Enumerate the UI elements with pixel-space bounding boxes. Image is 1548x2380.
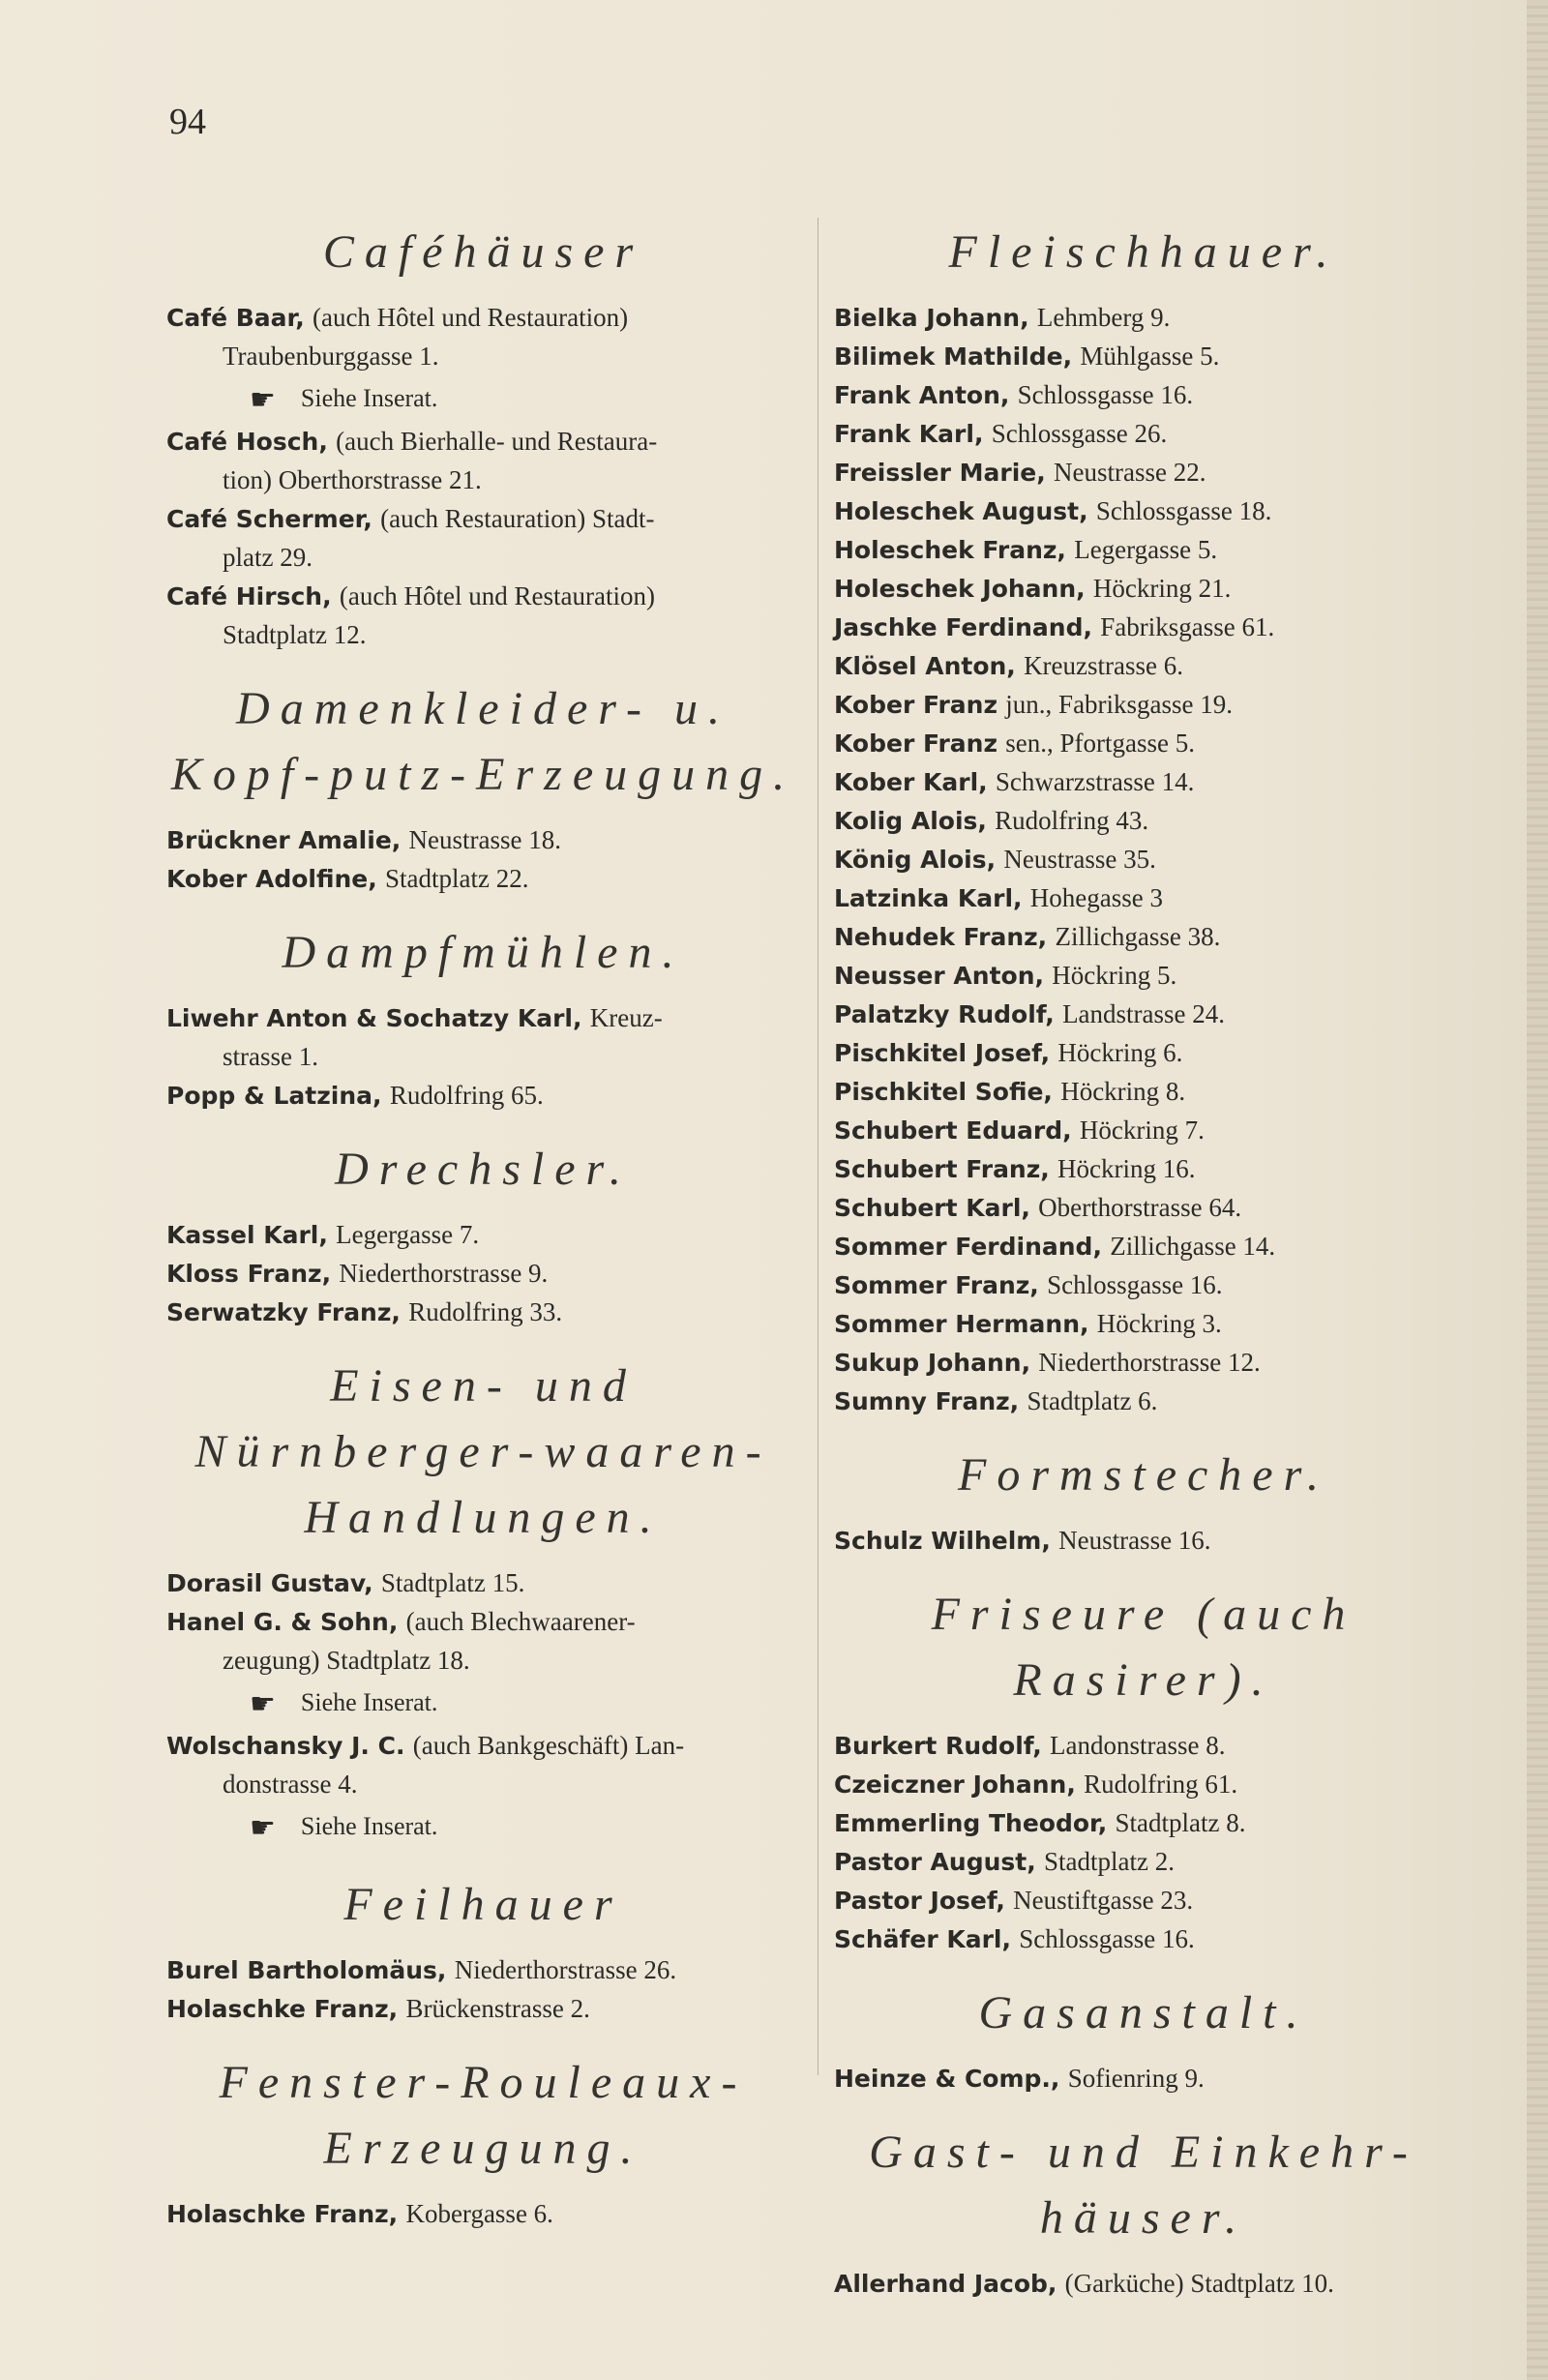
entry-name: Kober Adolfine, <box>166 865 377 894</box>
note-text: Siehe Inserat. <box>300 1688 438 1717</box>
directory-entry <box>834 531 1453 570</box>
entry-name: Holeschek Johann, <box>834 575 1086 603</box>
entry-name: Schulz Wilhelm, <box>834 1527 1051 1555</box>
entry-name: Frank Anton, <box>834 381 1010 409</box>
entry-address: Legergasse 5. <box>1074 535 1218 564</box>
entry-name: Sommer Ferdinand, <box>834 1233 1102 1261</box>
section-heading: Caféhäuser <box>322 226 644 278</box>
directory-entry <box>166 2195 800 2234</box>
entry-name: Klösel Anton, <box>834 652 1016 680</box>
section-heading: Damenkleider- u. Kopf-putz-Erzeugung. <box>170 683 796 801</box>
directory-entry <box>834 725 1453 763</box>
directory-entry <box>834 1228 1453 1266</box>
pointing-hand-icon: ☛ <box>250 384 276 417</box>
entry-name: Allerhand Jacob, <box>834 2270 1057 2298</box>
directory-entry <box>834 1150 1453 1189</box>
entry-name: Pastor Josef, <box>834 1887 1005 1915</box>
pointing-hand-icon: ☛ <box>250 1688 276 1721</box>
entry-name: Café Hirsch, <box>166 582 332 611</box>
entry-address: Fabriksgasse 61. <box>1100 612 1275 641</box>
section-heading: Fleischhauer. <box>948 226 1339 278</box>
section-heading: Dampfmühlen. <box>282 927 685 979</box>
directory-entry <box>834 1344 1453 1383</box>
directory-entry <box>166 578 800 616</box>
directory-entry <box>834 1804 1453 1843</box>
entry-address: Höckring 3. <box>1096 1309 1222 1338</box>
entry-name: Holaschke Franz, <box>166 1995 399 2024</box>
directory-entry <box>834 1843 1453 1882</box>
entry-name: Café Hosch, <box>166 428 328 457</box>
entry-address-cont: tion) Oberthorstrasse 21. <box>223 465 482 495</box>
directory-entry <box>834 1034 1453 1073</box>
right-column <box>834 198 1453 2304</box>
entry-name: Pastor August, <box>834 1848 1036 1876</box>
entry-address: Neustrasse 16. <box>1058 1526 1211 1555</box>
entry-name: Liwehr Anton & Sochatzy Karl, <box>166 1004 582 1033</box>
entry-address: Schlossgasse 26. <box>991 419 1168 448</box>
section-heading: Drechsler. <box>335 1144 632 1196</box>
directory-entry <box>834 647 1453 686</box>
entry-name: Brückner Amalie, <box>166 826 402 855</box>
entry-name: Czeiczner Johann, <box>834 1770 1076 1799</box>
directory-entry <box>166 1216 800 1255</box>
directory-entry <box>834 2060 1453 2098</box>
page-edge <box>1527 0 1548 2380</box>
entry-address: Stadtplatz 8. <box>1115 1808 1246 1837</box>
entry-name: Schubert Franz, <box>834 1155 1050 1183</box>
entry-continuation <box>166 1038 800 1077</box>
entry-address: (auch Bankgeschäft) Lan- <box>412 1731 685 1761</box>
entry-name: Kober Karl, <box>834 768 988 796</box>
entry-name: Emmerling Theodor, <box>834 1809 1108 1837</box>
directory-entry <box>166 1077 800 1116</box>
directory-entry <box>166 821 800 860</box>
entry-address: Neustrasse 18. <box>408 825 562 855</box>
entry-address: Stadtplatz 15. <box>380 1568 525 1598</box>
entry-address: Brückenstrasse 2. <box>405 1994 590 2024</box>
entry-name: Frank Karl, <box>834 420 984 448</box>
directory-entry <box>834 454 1453 492</box>
directory-entry <box>834 1522 1453 1561</box>
directory-entry <box>166 299 800 338</box>
directory-entry <box>834 376 1453 415</box>
section-heading: Eisen- und Nürnberger-waaren-Handlungen. <box>194 1360 772 1544</box>
entry-name: Burel Bartholomäus, <box>166 1956 447 1985</box>
entry-address: (auch Hôtel und Restauration) <box>339 581 655 611</box>
directory-entry <box>166 1990 800 2029</box>
directory-entry <box>834 1305 1453 1344</box>
entry-address: Kobergasse 6. <box>405 2199 553 2229</box>
entry-address: Schlossgasse 18. <box>1095 496 1272 525</box>
entry-name: Sommer Hermann, <box>834 1310 1089 1338</box>
entry-address-cont: Traubenburggasse 1. <box>223 342 439 371</box>
entry-name: Jaschke Ferdinand, <box>834 613 1092 641</box>
note-text: Siehe Inserat. <box>300 1812 438 1841</box>
entry-address: Landstrasse 24. <box>1062 999 1226 1028</box>
directory-entry <box>834 686 1453 725</box>
directory-entry <box>834 841 1453 879</box>
entry-address: Zillichgasse 38. <box>1055 922 1221 951</box>
entry-address: Neustiftgasse 23. <box>1013 1886 1194 1915</box>
entry-address: Rudolfring 43. <box>995 806 1149 835</box>
directory-entry <box>166 1564 800 1603</box>
entry-name: Schubert Karl, <box>834 1194 1030 1222</box>
directory-entry <box>834 1727 1453 1766</box>
entry-address: Höckring 7. <box>1079 1116 1205 1145</box>
entry-name: Schäfer Karl, <box>834 1925 1011 1953</box>
entry-address-cont: donstrasse 4. <box>223 1770 358 1800</box>
directory-entry <box>834 1073 1453 1112</box>
entry-name: Schubert Eduard, <box>834 1116 1072 1145</box>
entry-address: Niederthorstrasse 26. <box>454 1955 677 1985</box>
directory-entry <box>166 1255 800 1294</box>
directory-entry <box>834 763 1453 802</box>
entry-name: Palatzky Rudolf, <box>834 1000 1055 1028</box>
directory-entry <box>166 860 800 899</box>
entry-name: Kober Franz <box>834 729 998 758</box>
entry-address: Höckring 5. <box>1052 961 1177 990</box>
directory-entry <box>834 299 1453 338</box>
directory-entry <box>834 996 1453 1034</box>
column-divider <box>818 218 819 2075</box>
section-heading: Formstecher. <box>958 1449 1329 1501</box>
note-text: Siehe Inserat. <box>300 384 438 412</box>
entry-name: Nehudek Franz, <box>834 923 1048 951</box>
directory-entry <box>834 570 1453 609</box>
entry-address-cont: platz 29. <box>223 543 313 573</box>
directory-entry <box>834 1112 1453 1150</box>
entry-name: Bilimek Mathilde, <box>834 342 1073 371</box>
entry-address: Stadtplatz 6. <box>1027 1386 1158 1415</box>
inserat-note <box>166 1681 800 1727</box>
entry-address: Neustrasse 35. <box>1003 845 1156 874</box>
entry-address: (auch Restauration) Stadt- <box>380 504 655 534</box>
entry-name: Sukup Johann, <box>834 1349 1031 1377</box>
directory-entry <box>166 423 800 461</box>
entry-address: Rudolfring 33. <box>408 1297 563 1327</box>
entry-address: Schwarzstrasse 14. <box>995 767 1195 796</box>
entry-address: Rudolfring 61. <box>1084 1770 1238 1799</box>
entry-name: Popp & Latzina, <box>166 1082 382 1111</box>
entry-name: Burkert Rudolf, <box>834 1732 1042 1760</box>
directory-entry <box>834 957 1453 996</box>
entry-address: Zillichgasse 14. <box>1110 1232 1276 1261</box>
entry-address: Mühlgasse 5. <box>1080 342 1220 371</box>
entry-address: Höckring 8. <box>1060 1077 1186 1106</box>
entry-name: Café Baar, <box>166 304 305 332</box>
entry-name: Freissler Marie, <box>834 459 1046 487</box>
entry-name: Kolig Alois, <box>834 807 987 835</box>
entry-name: Sommer Franz, <box>834 1271 1039 1299</box>
directory-entry <box>166 1951 800 1990</box>
entry-address: Schlossgasse 16. <box>1017 380 1194 409</box>
entry-address: (auch Bierhalle- und Restaura- <box>336 427 658 457</box>
directory-entry <box>834 879 1453 918</box>
entry-name: Heinze & Comp., <box>834 2065 1060 2093</box>
directory-entry <box>834 2265 1453 2304</box>
entry-address: Rudolfring 65. <box>389 1081 544 1111</box>
entry-name: Holeschek Franz, <box>834 536 1066 564</box>
entry-name: Bielka Johann, <box>834 304 1029 332</box>
entry-continuation <box>166 338 800 376</box>
entry-address: Stadtplatz 22. <box>385 864 529 894</box>
entry-address: jun., Fabriksgasse 19. <box>1005 690 1234 719</box>
entry-name: Holeschek August, <box>834 497 1088 525</box>
entry-name: Kloss Franz, <box>166 1260 332 1289</box>
directory-entry <box>834 1920 1453 1959</box>
entry-address: Schlossgasse 16. <box>1019 1924 1195 1953</box>
entry-address-cont: strasse 1. <box>223 1042 318 1072</box>
directory-entry <box>166 1603 800 1642</box>
entry-address: Kreuz- <box>589 1003 663 1033</box>
directory-entry <box>166 1294 800 1332</box>
entry-name: Neusser Anton, <box>834 962 1044 990</box>
left-column <box>166 198 800 2234</box>
entry-address: Landonstrasse 8. <box>1050 1731 1226 1760</box>
entry-address-cont: zeugung) Stadtplatz 18. <box>223 1646 470 1676</box>
entry-address: Niederthorstrasse 9. <box>339 1259 549 1289</box>
entry-address: Neustrasse 22. <box>1054 458 1206 487</box>
entry-address: (auch Hôtel und Restauration) <box>312 303 629 332</box>
entry-name: Café Schermer, <box>166 505 372 534</box>
entry-address: (Garküche) Stadtplatz 10. <box>1064 2269 1334 2298</box>
entry-name: Serwatzky Franz, <box>166 1298 401 1327</box>
entry-address: Höckring 16. <box>1057 1154 1196 1183</box>
entry-address: (auch Blechwaarener- <box>405 1607 636 1637</box>
entry-continuation <box>166 616 800 655</box>
entry-address: sen., Pfortgasse 5. <box>1005 729 1196 758</box>
inserat-note <box>166 376 800 423</box>
entry-name: Wolschansky J. C. <box>166 1732 405 1761</box>
pointing-hand-icon: ☛ <box>250 1812 276 1845</box>
directory-entry <box>834 1383 1453 1421</box>
inserat-note <box>166 1804 800 1851</box>
entry-continuation <box>166 1766 800 1804</box>
entry-address-cont: Stadtplatz 12. <box>223 620 367 650</box>
directory-entry <box>834 609 1453 647</box>
entry-address: Stadtplatz 2. <box>1044 1847 1175 1876</box>
entry-address: Legergasse 7. <box>336 1220 480 1250</box>
page-number: 94 <box>169 102 206 142</box>
directory-entry <box>834 1766 1453 1804</box>
entry-address: Sofienring 9. <box>1067 2064 1205 2093</box>
entry-address: Kreuzstrasse 6. <box>1024 651 1184 680</box>
entry-name: Pischkitel Josef, <box>834 1039 1051 1067</box>
directory-entry <box>834 1266 1453 1305</box>
entry-name: Pischkitel Sofie, <box>834 1078 1053 1106</box>
directory-entry <box>166 1727 800 1766</box>
entry-continuation <box>166 1642 800 1681</box>
entry-continuation <box>166 461 800 500</box>
section-heading: Gasanstalt. <box>978 1987 1309 2038</box>
entry-address: Lehmberg 9. <box>1036 303 1171 332</box>
entry-name: König Alois, <box>834 846 997 874</box>
entry-address: Höckring 21. <box>1092 574 1232 603</box>
entry-name: Latzinka Karl, <box>834 884 1023 912</box>
entry-continuation <box>166 539 800 578</box>
directory-entry <box>834 415 1453 454</box>
entry-address: Höckring 6. <box>1057 1038 1183 1067</box>
entry-name: Hanel G. & Sohn, <box>166 1608 399 1637</box>
directory-entry <box>834 338 1453 376</box>
entry-name: Dorasil Gustav, <box>166 1569 373 1598</box>
directory-entry <box>834 918 1453 957</box>
directory-entry <box>834 802 1453 841</box>
directory-entry <box>834 1189 1453 1228</box>
entry-name: Sumny Franz, <box>834 1387 1020 1415</box>
section-heading: Friseure (auch Rasirer). <box>931 1589 1356 1706</box>
entry-address: Oberthorstrasse 64. <box>1038 1193 1242 1222</box>
entry-address: Schlossgasse 16. <box>1047 1270 1223 1299</box>
directory-entry <box>834 1882 1453 1920</box>
section-heading: Fenster-Rouleaux-Erzeugung. <box>219 2057 748 2175</box>
entry-address: Niederthorstrasse 12. <box>1038 1348 1261 1377</box>
directory-entry <box>166 500 800 539</box>
section-heading: Feilhauer <box>343 1879 623 1931</box>
directory-entry <box>166 999 800 1038</box>
entry-name: Holaschke Franz, <box>166 2200 399 2229</box>
directory-entry <box>834 492 1453 531</box>
entry-name: Kassel Karl, <box>166 1221 328 1250</box>
entry-name: Kober Franz <box>834 691 998 719</box>
section-heading: Gast- und Einkehr-häuser. <box>869 2127 1418 2244</box>
entry-address: Hohegasse 3 <box>1029 883 1163 912</box>
